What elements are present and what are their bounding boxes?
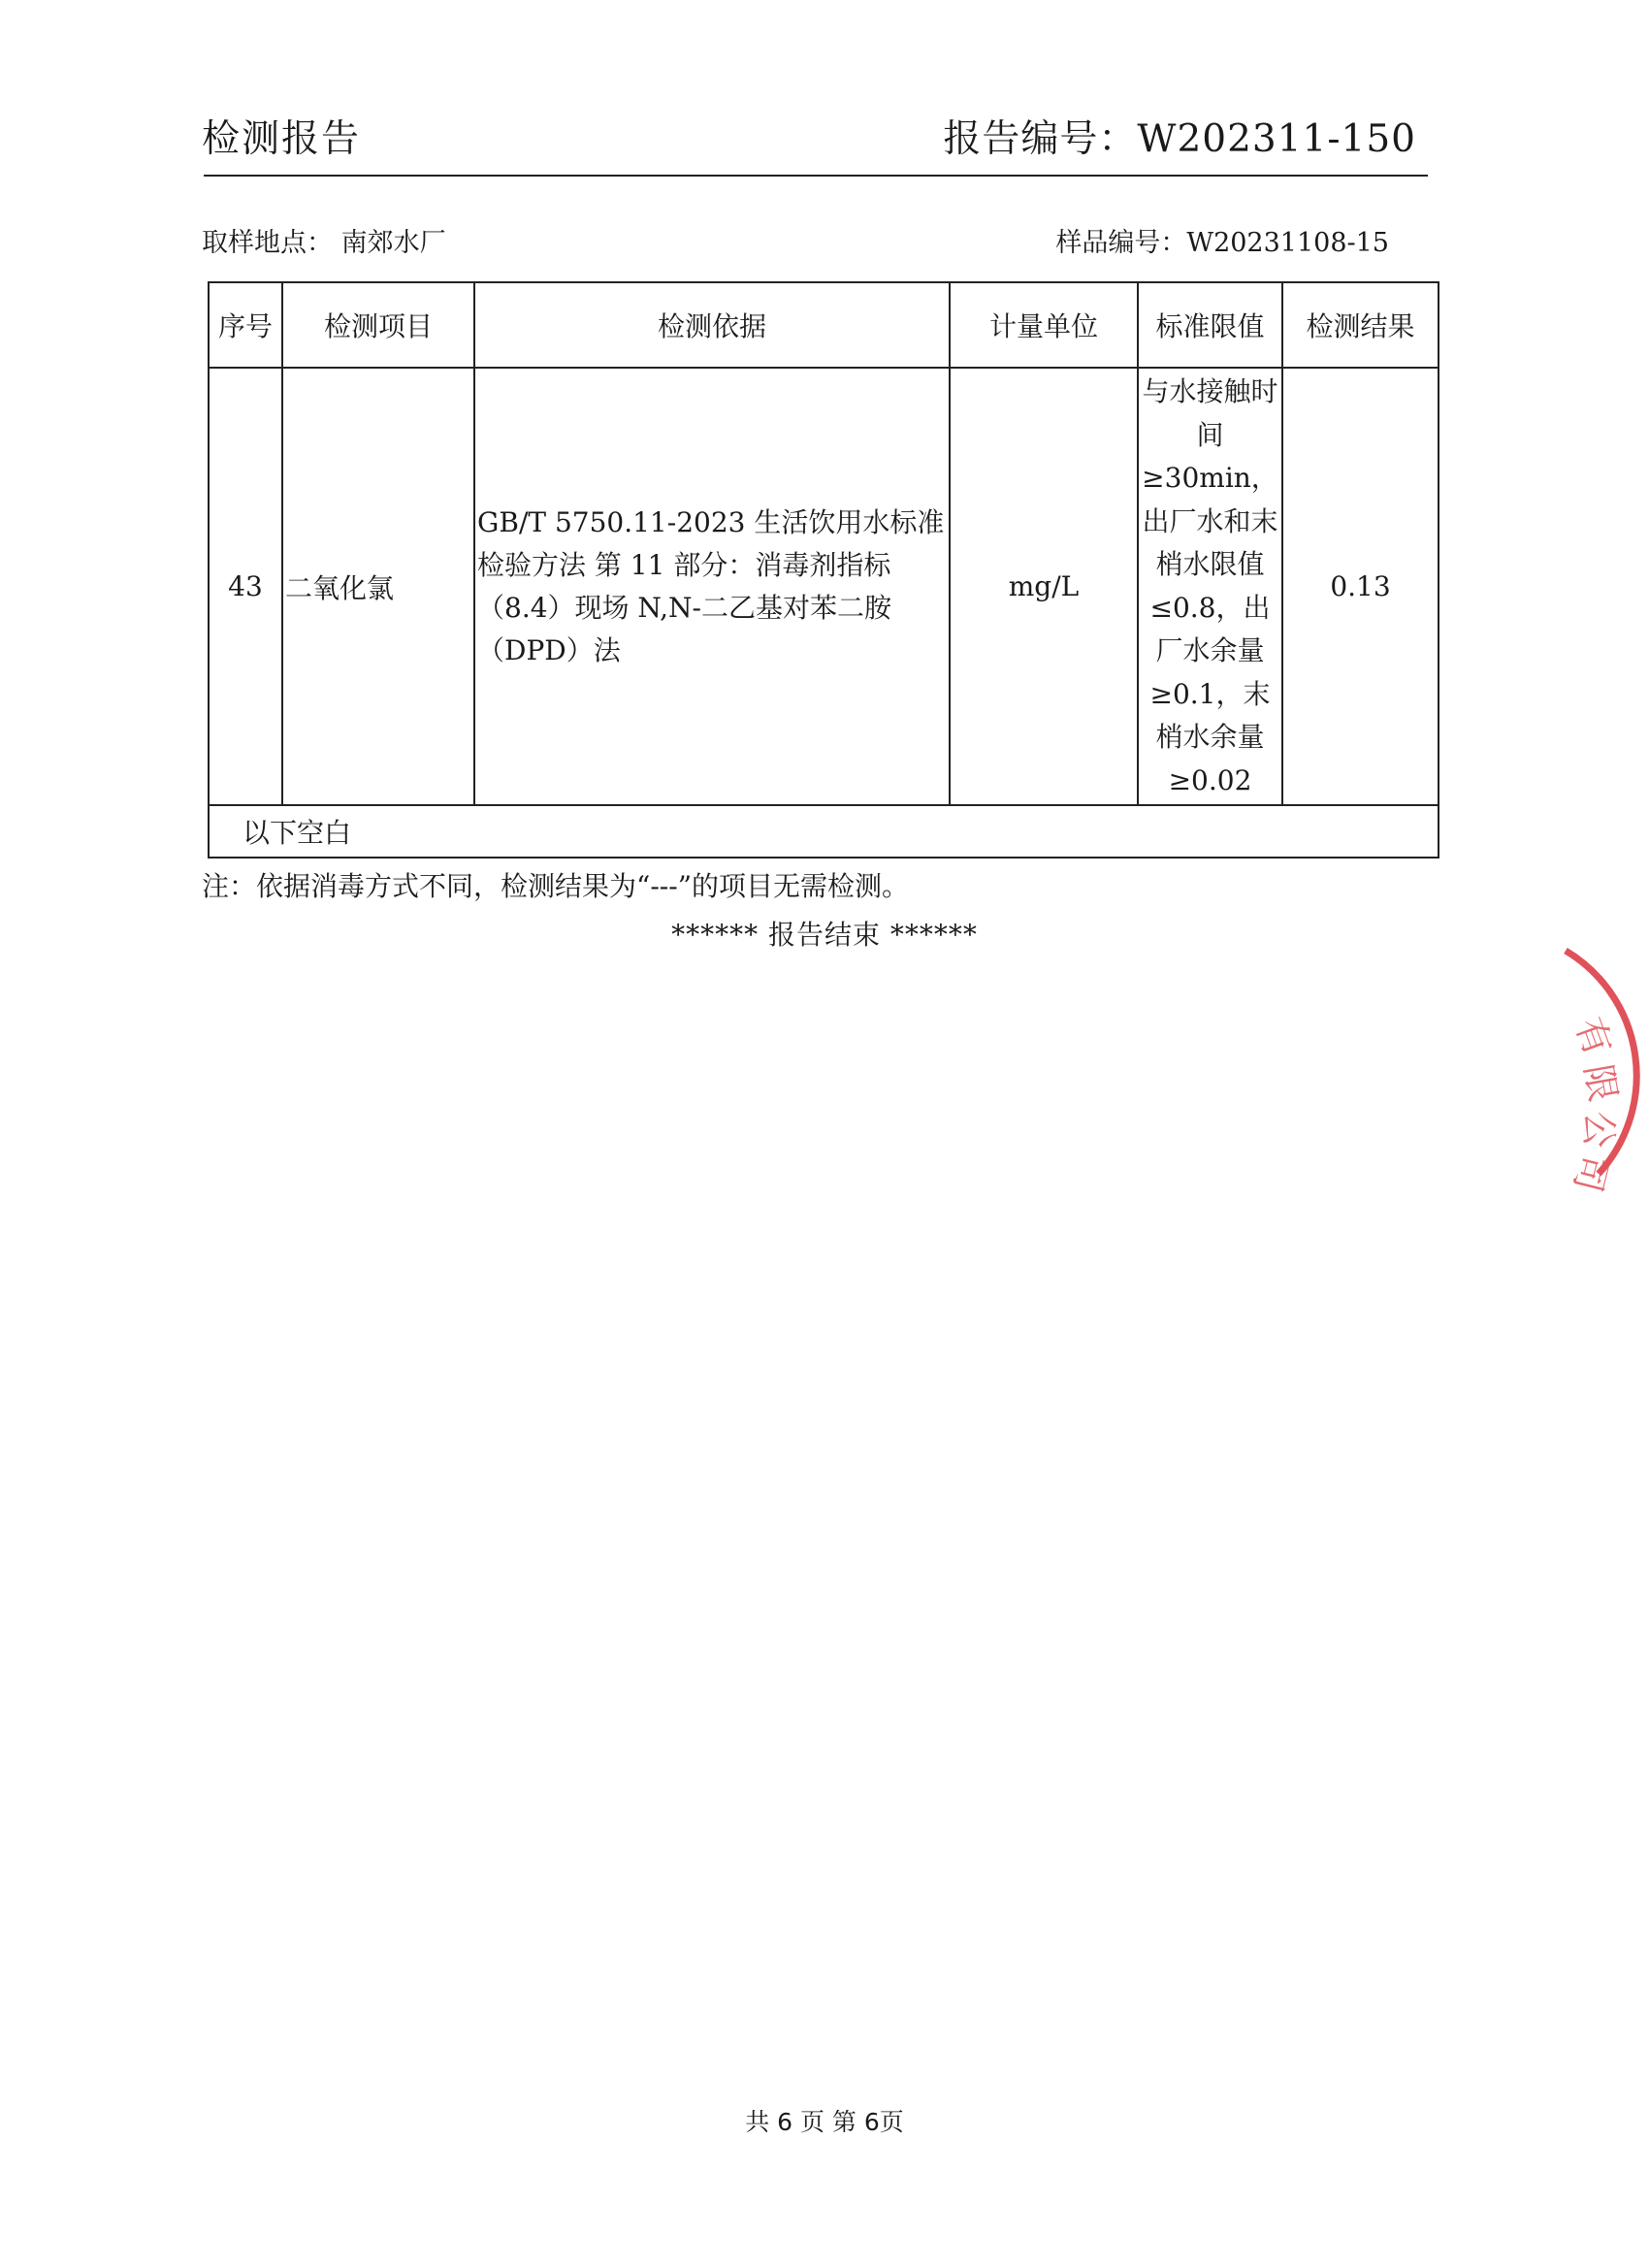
cell-result: 0.13 <box>1282 368 1439 805</box>
col-header-limit: 标准限值 <box>1138 282 1282 368</box>
blank-row <box>209 805 1439 858</box>
cell-limit: 与水接触时间≥30min，出厂水和末梢水限值≤0.8，出厂水余量≥0.1，末梢水余量≥0.02 <box>1138 368 1282 805</box>
table-header-row <box>209 282 1439 368</box>
svg-text:司: 司 <box>1566 1150 1616 1197</box>
col-header-item: 检测项目 <box>282 282 474 368</box>
svg-text:有: 有 <box>1567 1012 1620 1061</box>
header-divider <box>204 175 1428 177</box>
cell-unit: mg/L <box>950 368 1138 805</box>
col-header-no: 序号 <box>209 282 282 368</box>
svg-text:公: 公 <box>1576 1110 1621 1150</box>
svg-text:限: 限 <box>1576 1060 1626 1106</box>
company-seal-stamp <box>1548 931 1649 1213</box>
table-row <box>209 368 1439 805</box>
report-number: 报告编号：W202311-150 <box>943 117 1416 161</box>
report-title: 检测报告 <box>202 117 362 161</box>
cell-no: 43 <box>209 368 282 805</box>
sampling-location: 取样地点： 南郊水厂 <box>202 228 446 258</box>
col-header-basis: 检测依据 <box>474 282 950 368</box>
page-footer: 共 6 页 第 6页 <box>745 2108 904 2136</box>
footnote: 注：依据消毒方式不同，检测结果为“---”的项目无需检测。 <box>202 870 910 902</box>
col-header-result: 检测结果 <box>1282 282 1439 368</box>
blank-note: 以下空白 <box>209 805 1439 858</box>
col-header-unit: 计量单位 <box>950 282 1138 368</box>
cell-basis: GB/T 5750.11-2023 生活饮用水标准检验方法 第 11 部分：消毒剂指标（8.4）现场 N,N-二乙基对苯二胺（DPD）法 <box>474 368 950 805</box>
cell-item: 二氧化氯 <box>282 368 474 805</box>
sample-number: 样品编号：W20231108-15 <box>1055 228 1389 258</box>
results-table <box>208 281 1439 859</box>
report-end-marker: ****** 报告结束 ****** <box>671 919 978 951</box>
